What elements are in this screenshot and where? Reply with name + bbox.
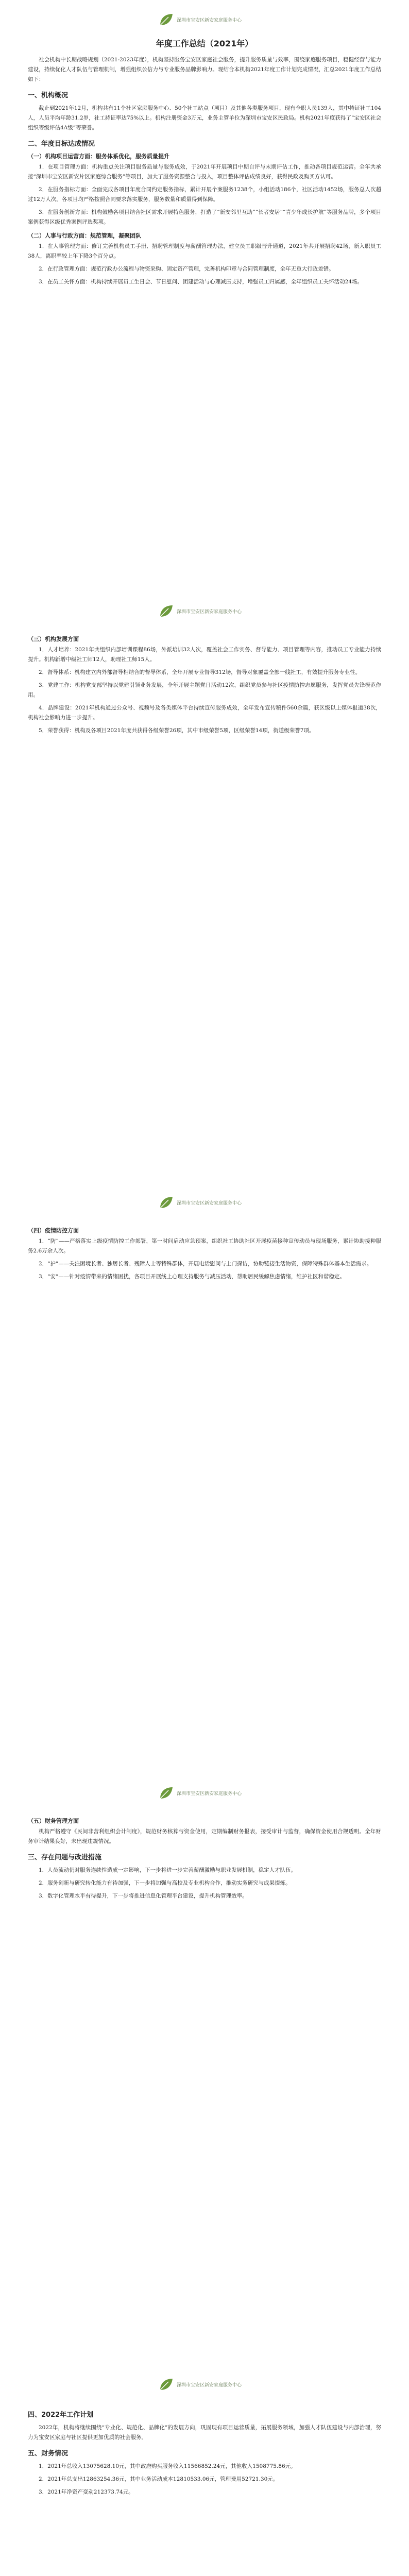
doc-body — [28, 37, 381, 290]
org-logo — [157, 10, 255, 29]
org-logo-text: 深圳市宝安区新安家庭服务中心 — [177, 1791, 242, 1797]
section-paragraph: 1．“防”——严格落实上级疫情防控工作部署，第一时间启动应急预案，组织社工协助社区开展疫苗接种宣传动员与现场服务，累计协助接种服务2.6万余人次。 — [28, 1238, 381, 1254]
section-paragraph: 3．数字化管理水平有待提升，下一步将推进信息化管理平台建设，提升机构管理效率。 — [39, 1893, 248, 1899]
org-logo — [157, 2375, 255, 2394]
section-paragraph: 2．督导体系：机构建立内外部督导相结合的督导体系，全年开展专业督导312场，督导对象覆盖全部一线社工，有效提升服务专业性。 — [39, 669, 361, 675]
section-title: 三、存在问题与改进措施 — [28, 1854, 102, 1861]
section-paragraph: 1．人才培养：2021年共组织内部培训课程86场，外派培训32人次，覆盖社会工作实务、督导能力、项目管理等内容，推动员工专业能力持续提升。机构新增中级社工师12人，助理社工师15人。 — [28, 647, 381, 663]
page-header — [0, 2375, 409, 2396]
page-header — [0, 1784, 409, 1804]
org-logo-text: 深圳市宝安区新安家庭服务中心 — [177, 609, 242, 615]
doc-body — [28, 2404, 381, 2500]
org-logo — [157, 602, 255, 620]
section-title: 一、机构概况 — [28, 92, 69, 99]
section-paragraph: 3．在员工关怀方面：机构持续开展员工生日会、节日慰问、团建活动与心理减压支持，增强员工归属感，全年组织员工关怀活动24场。 — [39, 279, 363, 285]
subsection-title: （二）人事与行政方面：规范管理，凝聚团队 — [28, 232, 141, 239]
org-logo-text: 深圳市宝安区新安家庭服务中心 — [177, 1200, 242, 1206]
section-paragraph: 1．在人事管理方面：修订完善机构员工手册、招聘管理制度与薪酬管理办法，建立员工职级晋升通道，2021年共开展招聘42场，新入职员工38人，离职率较上年下降3个百分点。 — [28, 243, 381, 259]
section-paragraph: 3．党建工作：机构党支部坚持以党建引领业务发展，全年开展主题党日活动12次，组织党员参与社区疫情防控志愿服务，发挥党员先锋模范作用。 — [28, 682, 381, 698]
org-logo-text: 深圳市宝安区新安家庭服务中心 — [177, 2382, 242, 2388]
subsection-title: （五）财务管理方面 — [28, 1818, 79, 1824]
subsection-title: （三）机构发展方面 — [28, 636, 79, 642]
leaf-logo-icon — [157, 1194, 175, 1211]
doc-body — [28, 1812, 381, 1904]
leaf-logo-icon — [157, 11, 175, 28]
doc-title: 年度工作总结（2021年） — [156, 39, 253, 48]
subsection-title: （四）疫情防控方面 — [28, 1227, 79, 1234]
section-paragraph: 1．在项目管理方面：机构重点关注项目服务质量与服务成效，于2021年开展项目中期自评与末期评估工作，推动各项目规范运营。全年共承接“深圳市宝安区新安片区家庭综合服务”等项目，加大了服务资源整合与投入，项目整体评估成绩良好，获得民政及购买方认可。 — [28, 164, 381, 180]
org-logo — [157, 1193, 255, 1212]
page-header — [0, 602, 409, 622]
section-paragraph: 2022年，机构将继续围绕“专业化、规范化、品牌化”的发展方向，巩固现有项目运营质量，拓展服务领域，加强人才队伍建设与内部治理，努力为宝安区家庭与社区提供更加优质的社会服务。 — [28, 2425, 381, 2441]
leaf-logo-icon — [157, 2376, 175, 2393]
leaf-logo-icon — [157, 602, 175, 620]
page-header — [0, 1193, 409, 1214]
section-paragraph: 2．“护”——关注困境长者、独居长者、残障人士等特殊群体，开展电话慰问与上门探访，协助链接生活物资，保障特殊群体基本生活需求。 — [39, 1261, 372, 1267]
doc-body — [28, 631, 381, 739]
section-paragraph: 机构严格遵守《民间非营利组织会计制度》，规范财务核算与资金使用，定期编制财务报表，接受审计与监督，确保资金使用合规透明。全年财务审计结果良好，未出现违规情况。 — [28, 1828, 381, 1844]
org-logo — [157, 1784, 255, 1802]
subsection-title: （一）机构项目运营方面：服务体系优化，服务质量提升 — [28, 153, 169, 160]
section-paragraph: 2．在服务指标方面：全面完成各项目年度合同约定服务指标，累计开展个案服务1238个，小组活动186个，社区活动1452场，服务总人次超过12万人次。各项目均严格按照合同要求落实服务，服务数量和质量得到保障。 — [28, 187, 381, 202]
section-paragraph: 截止到2021年12月，机构共有11个社区家庭服务中心、50个社工站点（项目）及其他各类服务项目，现有全职人员139人，其中持证社工104人，人员平均年龄31.2岁，社工持证率达75%以上。机构注册资金3万元，业务主管单位为深圳市宝安区民政局。机构2021年度获得了“宝安区社会组织等级评估4A级”等荣誉。 — [28, 105, 381, 131]
section-paragraph: 3．2021年净资产变动212373.74元。 — [39, 2489, 134, 2495]
section-paragraph: 2．在行政管理方面：规范行政办公流程与物资采购、固定资产管理，完善机构印章与合同管理制度，全年无重大行政差错。 — [39, 266, 334, 272]
section-paragraph: 5．荣誉获得：机构及各项目2021年度共获得各级荣誉26项，其中市级荣誉5项，区级荣誉14项，街道级荣誉7项。 — [39, 727, 315, 734]
section-paragraph: 2．服务创新与研究转化能力有待加强，下一步将加强与高校及专业机构合作，推动实务研究与成果提炼。 — [39, 1880, 291, 1886]
doc-intro: 社会机构中长期战略规划（2021-2023年度），机构坚持服务宝安区家庭社会服务，提升服务质量与效率，围绕家庭服务项目，稳健经营与能力建设，持续优化人才队伍与管理机制，增强组织公信力与专业服务品牌影响力。现结合本机构2021年度工作计划完成情况，汇总2021年度工作总结如下： — [28, 57, 381, 82]
org-logo-text: 深圳市宝安区新安家庭服务中心 — [177, 18, 242, 23]
section-paragraph: 3．“安”——针对疫情带来的情绪困扰，各项目开展线上心理支持服务与减压活动，帮助居民缓解焦虑情绪，维护社区和谐稳定。 — [39, 1274, 345, 1280]
section-title: 四、2022年工作计划 — [28, 2411, 94, 2419]
section-paragraph: 1．人员流动仍对服务连续性造成一定影响，下一步将进一步完善薪酬激励与职业发展机制，稳定人才队伍。 — [39, 1867, 297, 1873]
section-paragraph: 4．品牌建设：2021年机构通过公众号、视频号及各类媒体平台持续宣传服务成效，全年发布宣传稿件560余篇，获区级以上媒体报道38次，机构社会影响力进一步提升。 — [28, 705, 381, 721]
doc-body — [28, 1222, 381, 1285]
section-title: 五、财务情况 — [28, 2450, 69, 2458]
section-paragraph: 1．2021年总收入13075628.10元，其中政府购买服务收入11566852.24元，其他收入1508775.86元。 — [39, 2463, 296, 2469]
leaf-logo-icon — [157, 1784, 175, 1802]
page-header — [0, 10, 409, 31]
section-paragraph: 3．在服务创新方面：机构鼓励各项目结合社区需求开展特色服务，打造了“新安邻里互助”“长者安居”“青少年成长护航”等服务品牌，多个项目案例获得区级优秀案例评选奖项。 — [28, 209, 381, 225]
section-paragraph: 2．2021年总支出12863254.36元，其中业务活动成本12810533.06元，管理费用52721.30元。 — [39, 2476, 279, 2482]
section-title: 二、年度目标达成情况 — [28, 140, 95, 148]
